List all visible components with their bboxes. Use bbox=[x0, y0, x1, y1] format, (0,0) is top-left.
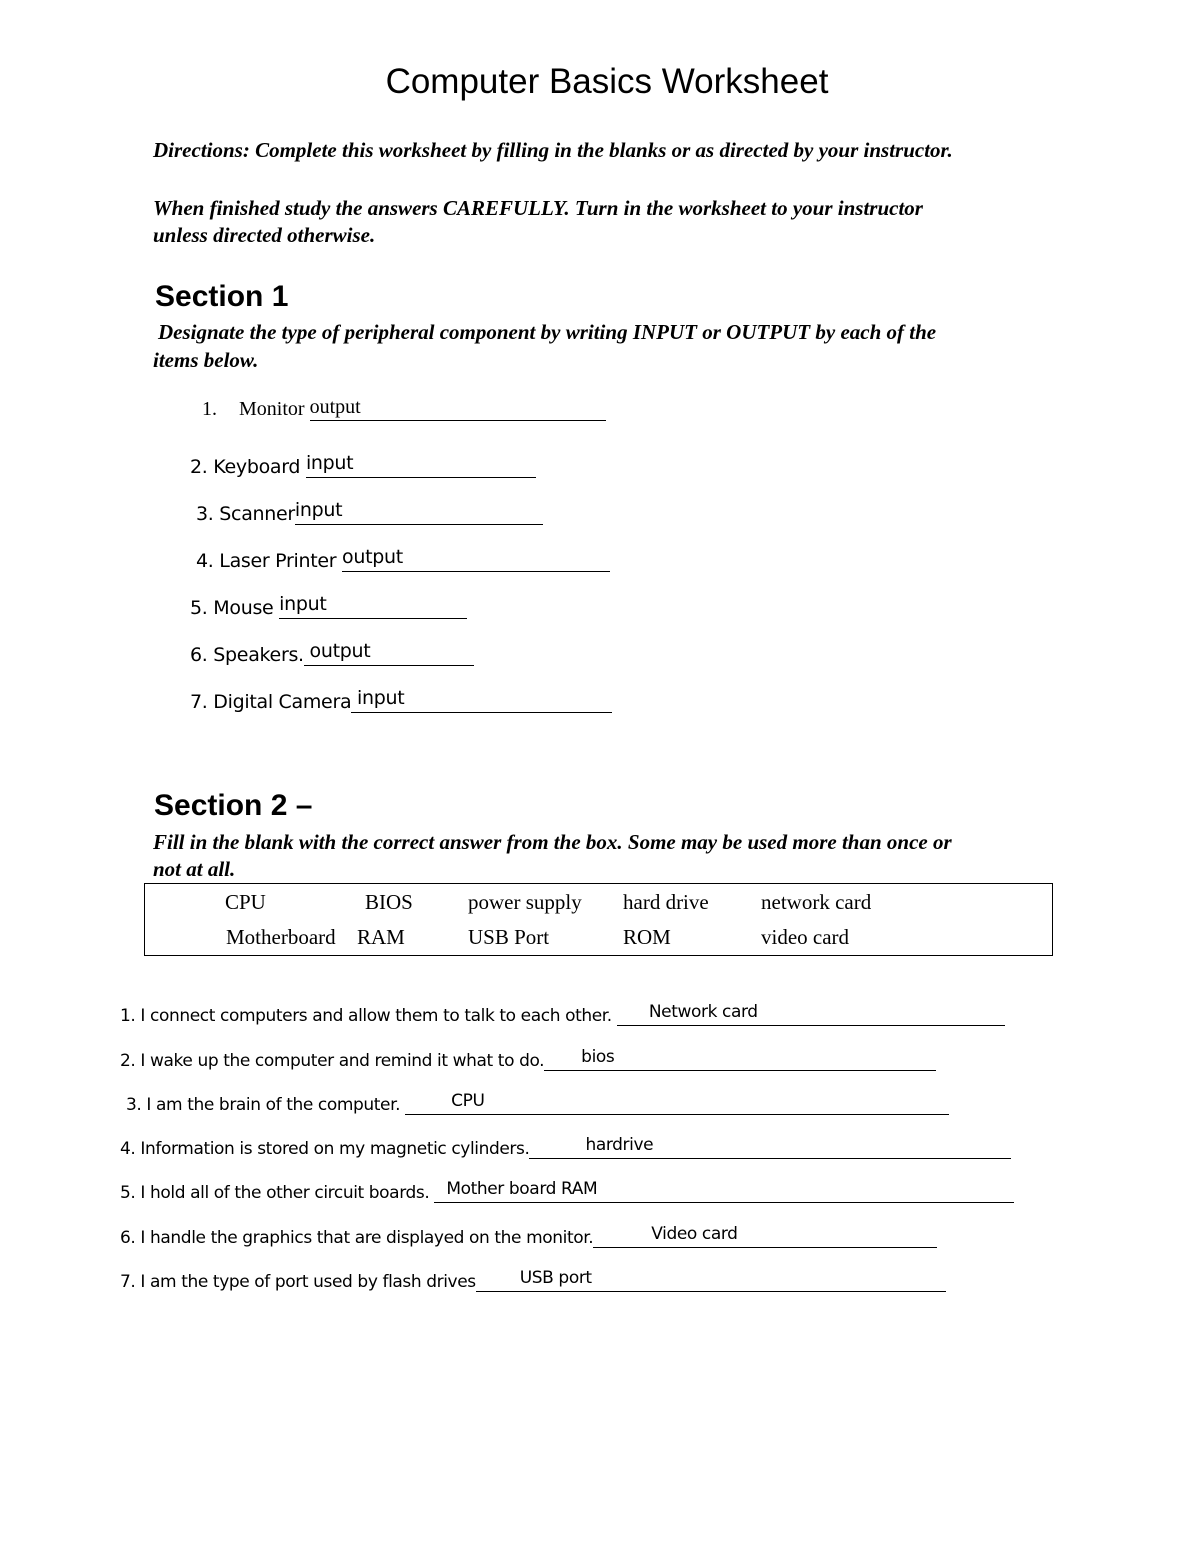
s1-item-label: Keyboard bbox=[213, 456, 306, 478]
s1-item-number: 3. bbox=[196, 503, 214, 525]
s1-answer-field[interactable] bbox=[351, 689, 612, 713]
section1-instructions-line1: Designate the type of peripheral component by writing INPUT or OUTPUT by each of the bbox=[158, 320, 937, 344]
section1-heading: Section 1 bbox=[155, 280, 289, 313]
s2-question-text: 1. I connect computers and allow them to talk to each other. bbox=[120, 1006, 617, 1026]
s2-question-5 bbox=[120, 1181, 1014, 1203]
s1-answer: output bbox=[303, 640, 371, 662]
s1-answer: output bbox=[342, 546, 403, 568]
s2-answer: USB port bbox=[519, 1268, 592, 1288]
section2-heading: Section 2 – bbox=[154, 789, 313, 822]
s2-answer: Network card bbox=[648, 1002, 758, 1022]
s1-item-monitor bbox=[202, 397, 606, 421]
s2-answer: Mother board RAM bbox=[446, 1179, 598, 1199]
s1-answer-field[interactable] bbox=[306, 454, 536, 478]
s1-item-number: 4. bbox=[196, 550, 214, 572]
s1-item-label: Speakers. bbox=[213, 644, 304, 666]
finish-instructions-line1: When finished study the answers CAREFULLY. Turn in the worksheet to your instructor bbox=[153, 196, 923, 220]
s2-answer-field[interactable] bbox=[434, 1181, 1014, 1203]
s2-answer-field[interactable] bbox=[544, 1049, 936, 1071]
word-bank-item: CPU bbox=[225, 890, 266, 914]
s1-answer-field[interactable] bbox=[342, 548, 610, 572]
s1-item-mouse bbox=[190, 595, 467, 619]
s2-question-text: 6. I handle the graphics that are displayed on the monitor. bbox=[120, 1228, 594, 1248]
word-bank-item: hard drive bbox=[623, 890, 709, 914]
s1-answer: input bbox=[305, 452, 354, 474]
s1-answer-field[interactable] bbox=[295, 501, 543, 525]
s1-answer: output bbox=[309, 396, 361, 418]
word-bank-item: USB Port bbox=[468, 925, 550, 949]
s1-item-number: 5. bbox=[190, 597, 208, 619]
directions: Directions: Complete this worksheet by filling in the blanks or as directed by your instructor. bbox=[153, 138, 953, 162]
s2-question-text: 3. I am the brain of the computer. bbox=[126, 1095, 406, 1115]
word-bank-item: BIOS bbox=[365, 890, 413, 914]
s1-item-speakers bbox=[190, 642, 474, 666]
word-bank-box bbox=[144, 883, 1053, 956]
s2-answer: CPU bbox=[451, 1091, 485, 1111]
section2-instructions-line2: not at all. bbox=[153, 857, 236, 881]
finish-instructions-line2: unless directed otherwise. bbox=[153, 223, 376, 247]
s2-question-text: 2. I wake up the computer and remind it what to do. bbox=[120, 1051, 545, 1071]
s1-item-laser-printer bbox=[196, 548, 610, 572]
s2-question-1 bbox=[120, 1004, 1005, 1026]
word-bank-item: video card bbox=[761, 925, 850, 949]
page-title: Computer Basics Worksheet bbox=[385, 62, 829, 101]
s2-question-4 bbox=[120, 1137, 1011, 1159]
s1-item-scanner bbox=[196, 501, 543, 525]
s1-item-label: Monitor bbox=[239, 398, 310, 420]
s2-question-6 bbox=[120, 1226, 937, 1248]
s1-item-number: 2. bbox=[190, 456, 208, 478]
s1-answer: input bbox=[351, 687, 405, 709]
s2-answer-field[interactable] bbox=[593, 1226, 937, 1248]
s1-item-digital-camera bbox=[190, 689, 612, 713]
section1-instructions-line2: items below. bbox=[153, 348, 259, 372]
s2-answer-field[interactable] bbox=[617, 1004, 1005, 1026]
word-bank-item: ROM bbox=[623, 925, 671, 949]
s2-answer: hardrive bbox=[585, 1135, 654, 1155]
s1-answer: input bbox=[294, 499, 343, 521]
s2-question-text: 4. Information is stored on my magnetic cylinders. bbox=[120, 1139, 530, 1159]
s1-item-label: Digital Camera bbox=[213, 691, 352, 713]
s1-item-keyboard bbox=[190, 454, 536, 478]
s2-answer-field[interactable] bbox=[476, 1270, 946, 1292]
section2-instructions-line1: Fill in the blank with the correct answer from the box. Some may be used more than once or bbox=[153, 830, 952, 854]
word-bank-item: RAM bbox=[357, 925, 405, 949]
word-bank-item: power supply bbox=[468, 890, 582, 914]
word-bank-item: network card bbox=[761, 890, 872, 914]
s1-answer: input bbox=[279, 593, 327, 615]
s1-item-number: 1. bbox=[202, 398, 217, 420]
s2-question-7 bbox=[120, 1270, 946, 1292]
s1-answer-field[interactable] bbox=[304, 642, 474, 666]
word-bank-item: Motherboard bbox=[226, 925, 336, 949]
s1-item-number: 6. bbox=[190, 644, 208, 666]
s2-answer-field[interactable] bbox=[405, 1093, 949, 1115]
s1-answer-field[interactable] bbox=[310, 397, 606, 421]
s2-answer: Video card bbox=[651, 1224, 738, 1244]
s1-item-label: Scanner bbox=[219, 503, 295, 525]
s1-item-number: 7. bbox=[190, 691, 208, 713]
s2-question-2 bbox=[120, 1049, 936, 1071]
s2-answer: bios bbox=[581, 1047, 615, 1067]
s2-question-text: 7. I am the type of port used by flash drives bbox=[120, 1272, 476, 1292]
s2-question-3 bbox=[126, 1093, 949, 1115]
s1-answer-field[interactable] bbox=[279, 595, 467, 619]
s1-item-label: Laser Printer bbox=[219, 550, 342, 572]
s2-question-text: 5. I hold all of the other circuit boards. bbox=[120, 1183, 435, 1203]
s1-item-label: Mouse bbox=[213, 597, 280, 619]
s2-answer-field[interactable] bbox=[529, 1137, 1011, 1159]
